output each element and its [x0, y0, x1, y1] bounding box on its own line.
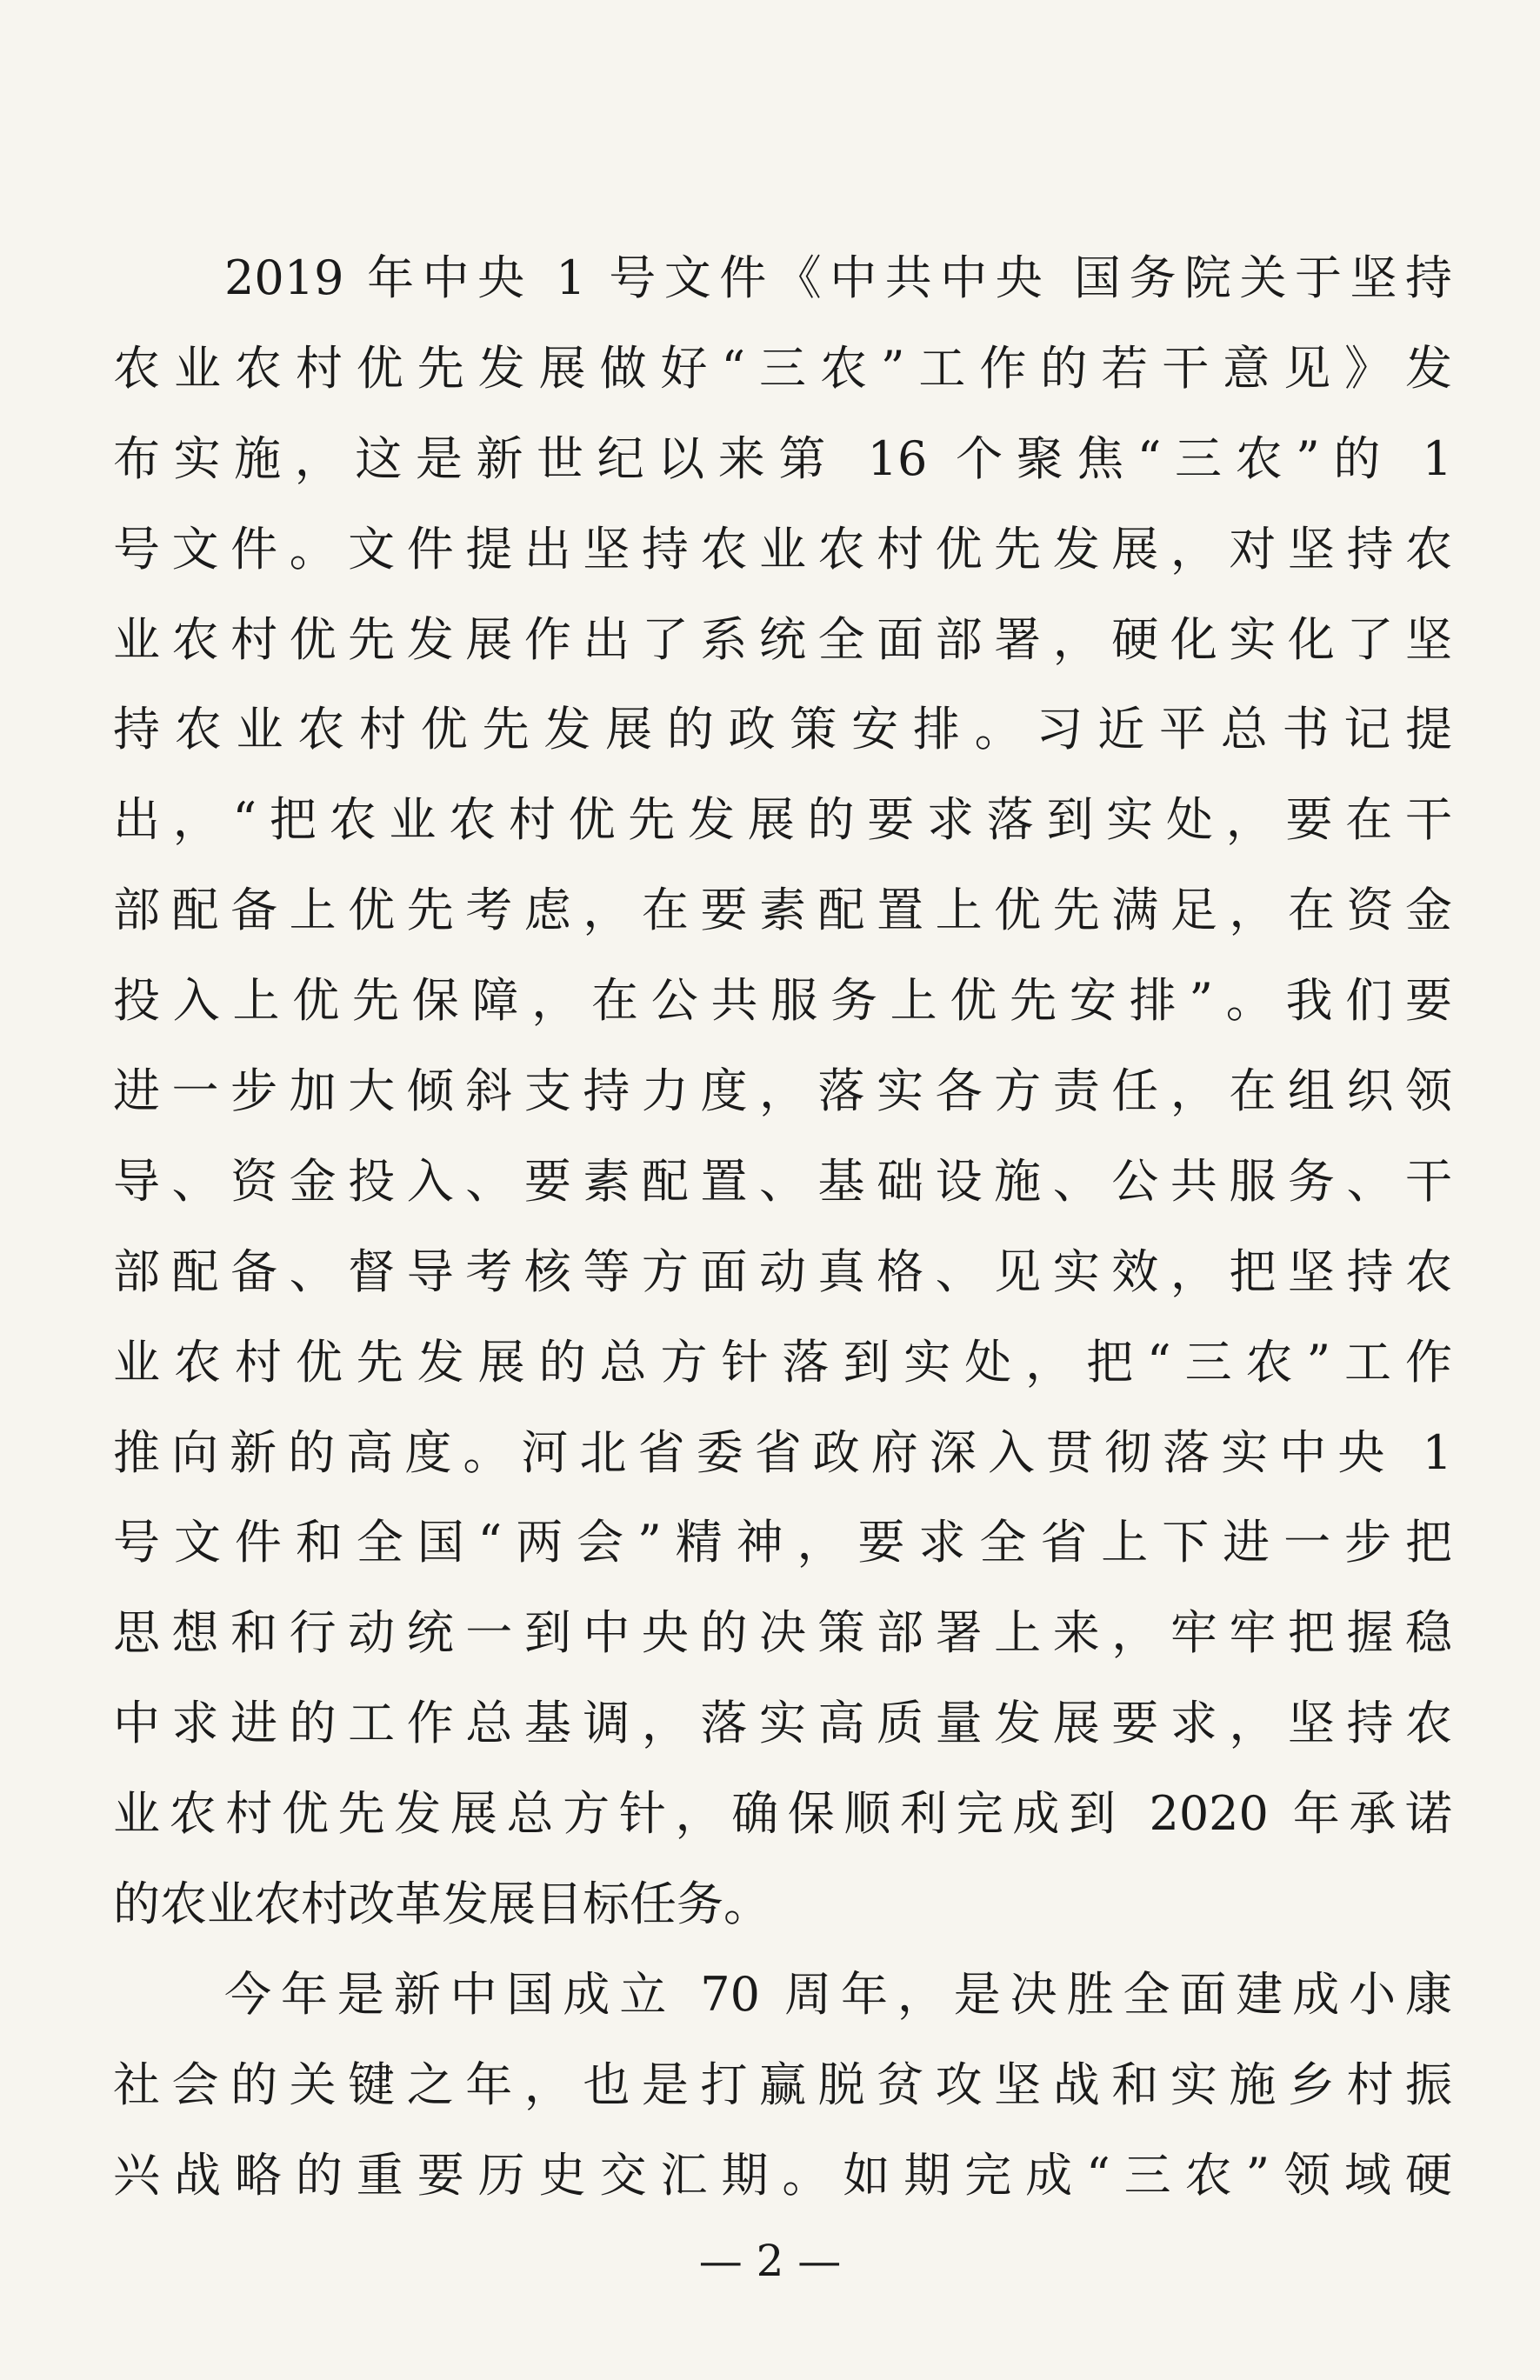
text-line: 中求进的工作总基调，落实高质量发展要求，坚持农 — [113, 1696, 1452, 1751]
text-line: 部配备上优先考虑，在要素配置上优先满足，在资金 — [113, 883, 1452, 938]
text-line: 持农业农村优先发展的政策安排。习近平总书记提 — [113, 702, 1452, 757]
text-line: 业农村优先发展总方针，确保顺利完成到 2020 年承诺 — [113, 1786, 1452, 1842]
page-number: — 2 — — [698, 2236, 842, 2286]
text-line: 的农业农村改革发展目标任务。 — [113, 1877, 770, 1932]
text-line: 业农村优先发展作出了系统全面部署，硬化实化了坚 — [113, 611, 1452, 667]
text-line: 导、资金投入、要素配置、基础设施、公共服务、干 — [113, 1153, 1452, 1209]
text-line: 业农村优先发展的总方针落到实处，把“三农”工作 — [113, 1334, 1452, 1390]
text-line: 推向新的高度。河北省委省政府深入贯彻落实中央 1 — [113, 1424, 1452, 1480]
text-line: 今年是新中国成立 70 周年，是决胜全面建成小康 — [224, 1966, 1452, 2022]
body-text — [113, 233, 1452, 2221]
text-line: 布实施，这是新世纪以来第 16 个聚焦“三农”的 1 — [113, 430, 1452, 486]
text-line: 部配备、督导考核等方面动真格、见实效，把坚持农 — [113, 1243, 1452, 1299]
text-line: 社会的关键之年，也是打赢脱贫攻坚战和实施乡村振 — [113, 2057, 1452, 2112]
text-line: 投入上优先保障，在公共服务上优先安排”。我们要 — [113, 973, 1452, 1029]
text-line: 思想和行动统一到中央的决策部署上来，牢牢把握稳 — [113, 1605, 1452, 1661]
text-line: 号文件。文件提出坚持农业农村优先发展，对坚持农 — [113, 521, 1452, 577]
text-line: 出，“把农业农村优先发展的要求落到实处，要在干 — [113, 792, 1452, 848]
text-line: 农业农村优先发展做好“三农”工作的若干意见》发 — [113, 340, 1452, 396]
text-line: 号文件和全国“两会”精神，要求全省上下进一步把 — [113, 1515, 1452, 1570]
text-line: 2019 年中央 1 号文件《中共中央 国务院关于坚持 — [224, 250, 1452, 305]
text-line: 兴战略的重要历史交汇期。如期完成“三农”领域硬 — [113, 2147, 1452, 2203]
text-line: 进一步加大倾斜支持力度，落实各方责任，在组织领 — [113, 1063, 1452, 1119]
